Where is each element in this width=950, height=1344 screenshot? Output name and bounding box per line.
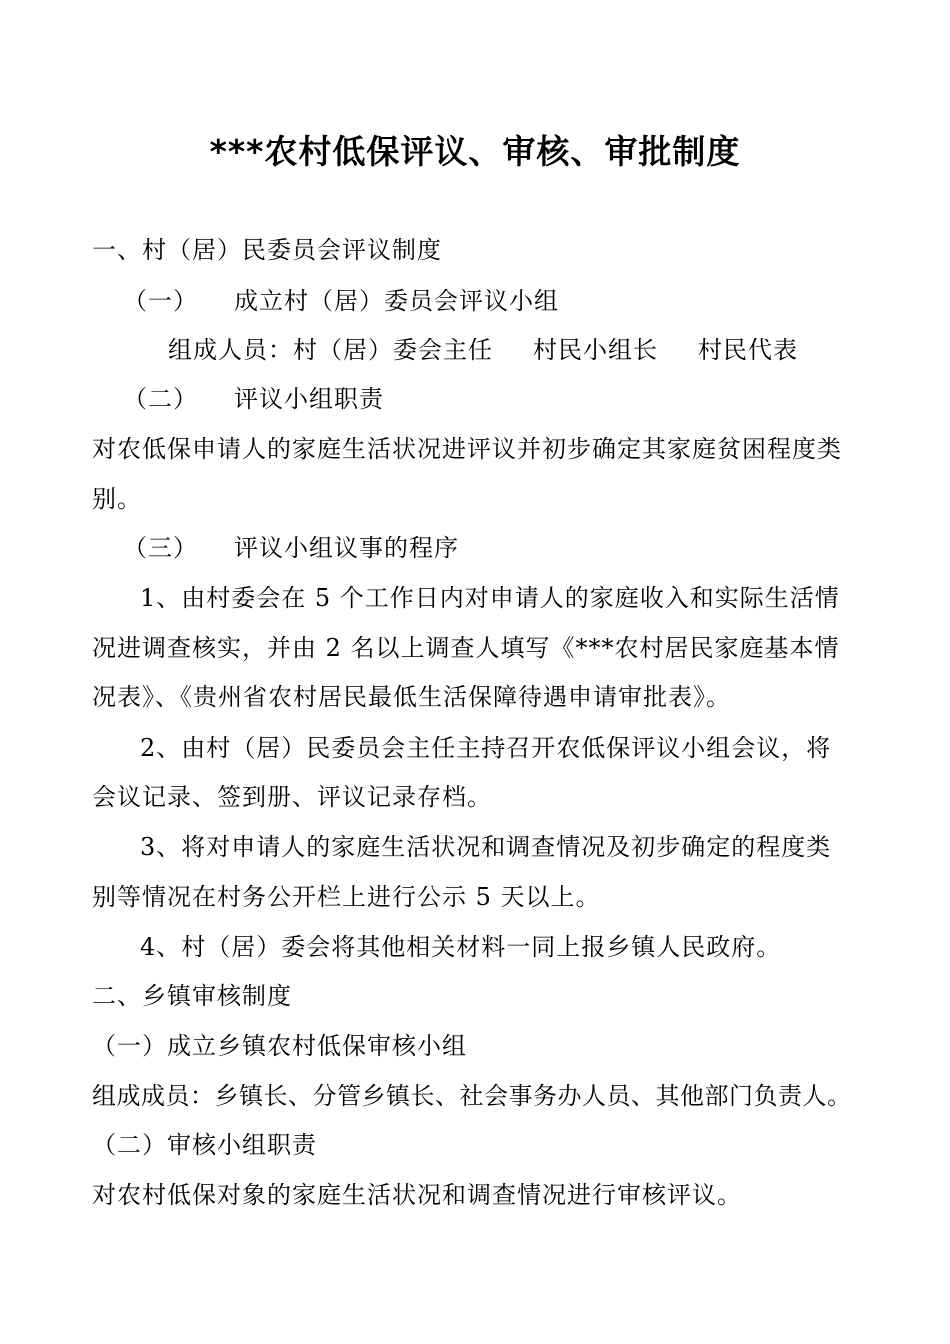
subsection-title: 评议小组职责 (234, 385, 384, 413)
committee-members (168, 332, 798, 368)
subsection-label: （一） (123, 287, 198, 315)
member-role-representative: 村民代表 (698, 336, 798, 364)
subsection-2-1: （一）成立乡镇农村低保审核小组 (92, 1032, 467, 1060)
members-prefix: 组成人员：村（居）委会主任 (168, 336, 493, 364)
review-members: 组成成员：乡镇长、分管乡镇长、社会事务办人员、其他部门负责人。 (92, 1082, 852, 1110)
section-2-heading: 二、乡镇审核制度 (92, 982, 292, 1010)
step-2-line-1: 2、由村（居）民委员会主任主持召开农低保评议小组会议，将 (140, 734, 832, 762)
step-2-line-2: 会议记录、签到册、评议记录存档。 (92, 783, 492, 811)
subsection-1-3 (123, 530, 459, 566)
step-1-line-1: 1、由村委会在 5 个工作日内对申请人的家庭收入和实际生活情 (140, 584, 840, 612)
review-duty: 对农村低保对象的家庭生活状况和调查情况进行审核评议。 (92, 1181, 742, 1209)
duty-paragraph-line-2: 别。 (92, 485, 142, 513)
member-role-group-leader: 村民小组长 (533, 336, 658, 364)
subsection-1-1 (123, 283, 559, 319)
subsection-label: （三） (123, 534, 198, 562)
section-1-heading: 一、村（居）民委员会评议制度 (92, 236, 442, 264)
document-title: ***农村低保评议、审核、审批制度 (209, 132, 741, 171)
step-3-line-2: 别等情况在村务公开栏上进行公示 5 天以上。 (92, 883, 601, 911)
step-4-line-1: 4、村（居）委会将其他相关材料一同上报乡镇人民政府。 (140, 933, 782, 961)
subsection-1-2 (123, 381, 384, 417)
subsection-2-2: （二）审核小组职责 (92, 1131, 317, 1159)
duty-paragraph-line-1: 对农低保申请人的家庭生活状况进评议并初步确定其家庭贫困程度类 (92, 435, 842, 463)
subsection-title: 评议小组议事的程序 (234, 534, 459, 562)
step-3-line-1: 3、将对申请人的家庭生活状况和调查情况及初步确定的程度类 (140, 833, 832, 861)
step-1-line-3: 况表》、《贵州省农村居民最低生活保障待遇申请审批表》。 (92, 683, 731, 711)
subsection-label: （二） (123, 385, 198, 413)
step-1-line-2: 况进调查核实，并由 2 名以上调查人填写《***农村居民家庭基本情 (92, 634, 840, 662)
subsection-title: 成立村（居）委员会评议小组 (234, 287, 559, 315)
